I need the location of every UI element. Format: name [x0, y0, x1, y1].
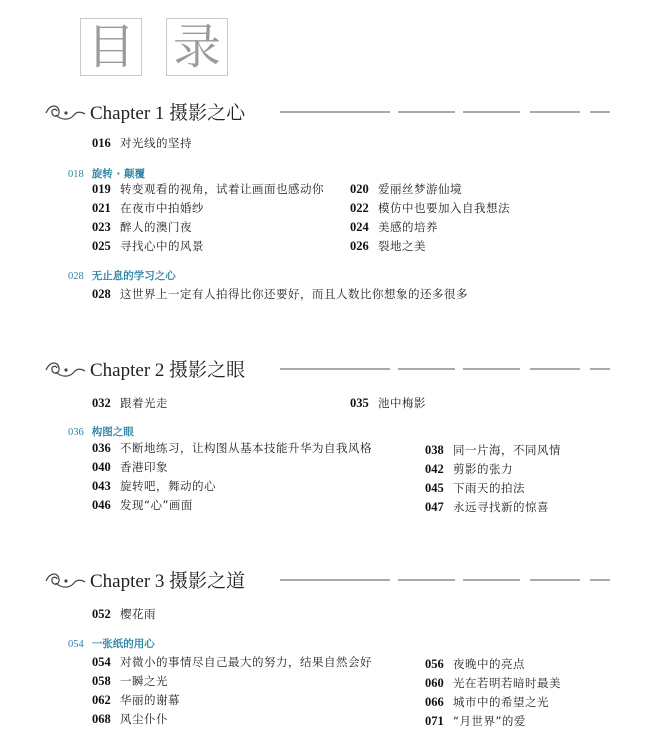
toc-entry[interactable]: 028 这世界上一定有人拍得比你还要好，而且人数比你想象的还多很多 — [92, 287, 468, 301]
toc-entry[interactable]: 032 跟着光走 — [92, 396, 168, 410]
toc-title-char-2: 录 — [166, 18, 228, 76]
toc-entry[interactable]: 056 夜晚中的亮点 — [425, 657, 525, 671]
chapter-title: Chapter 3 摄影之道 — [90, 570, 246, 592]
toc-entry[interactable]: 024 美感的培养 — [350, 220, 438, 234]
toc-entry[interactable]: 068 风尘仆仆 — [92, 712, 168, 726]
chapter-rule — [280, 363, 610, 375]
subsection-heading[interactable]: 018 旋转 · 颠覆 — [68, 168, 146, 180]
toc-entry[interactable]: 054 对微小的事情尽自己最大的努力，结果自然会好 — [92, 655, 372, 669]
chapter-rule — [280, 574, 610, 586]
toc-title-char-1: 目 — [80, 18, 142, 76]
toc-entry[interactable]: 026 裂地之美 — [350, 239, 426, 253]
swirl-ornament-icon — [44, 358, 86, 380]
swirl-ornament-icon — [44, 101, 86, 123]
toc-entry[interactable]: 022 模仿中也要加入自我想法 — [350, 201, 510, 215]
toc-entry[interactable]: 038 同一片海，不同风情 — [425, 443, 561, 457]
chapter-rule — [280, 106, 610, 118]
toc-entry[interactable]: 036 不断地练习，让构图从基本技能升华为自我风格 — [92, 441, 372, 455]
toc-entry[interactable]: 046 发现“心”画面 — [92, 498, 193, 512]
toc-entry[interactable]: 023 醉人的澳门夜 — [92, 220, 192, 234]
chapter-heading — [44, 566, 614, 596]
toc-entry[interactable]: 047 永远寻找新的惊喜 — [425, 500, 549, 514]
toc-entry[interactable]: 021 在夜市中拍婚纱 — [92, 201, 204, 215]
subsection-heading[interactable]: 036 构图之眼 — [68, 426, 134, 438]
toc-entry[interactable]: 071 “月世界”的爱 — [425, 714, 526, 728]
toc-entry[interactable]: 052 樱花雨 — [92, 607, 156, 621]
toc-entry[interactable]: 066 城市中的希望之光 — [425, 695, 549, 709]
toc-entry[interactable]: 043 旋转吧，舞动的心 — [92, 479, 216, 493]
subsection-heading[interactable]: 054 一张纸的用心 — [68, 638, 155, 650]
toc-entry[interactable]: 016 对光线的坚持 — [92, 136, 192, 150]
toc-entry[interactable]: 020 爱丽丝梦游仙境 — [350, 182, 462, 196]
toc-entry[interactable]: 060 光在若明若暗时最美 — [425, 676, 561, 690]
toc-entry[interactable]: 035 池中梅影 — [350, 396, 426, 410]
chapter-title: Chapter 2 摄影之眼 — [90, 359, 246, 381]
chapter-title: Chapter 1 摄影之心 — [90, 102, 246, 124]
toc-entry[interactable]: 040 香港印象 — [92, 460, 168, 474]
chapter-heading — [44, 98, 614, 128]
toc-entry[interactable]: 025 寻找心中的风景 — [92, 239, 204, 253]
toc-entry[interactable]: 019 转变观看的视角，试着让画面也感动你 — [92, 182, 324, 196]
subsection-heading[interactable]: 028 无止息的学习之心 — [68, 270, 176, 282]
toc-entry[interactable]: 045 下雨天的拍法 — [425, 481, 525, 495]
toc-entry[interactable]: 058 一瞬之光 — [92, 674, 168, 688]
swirl-ornament-icon — [44, 569, 86, 591]
toc-entry[interactable]: 042 剪影的张力 — [425, 462, 513, 476]
chapter-heading — [44, 355, 614, 385]
toc-entry[interactable]: 062 华丽的谢幕 — [92, 693, 180, 707]
